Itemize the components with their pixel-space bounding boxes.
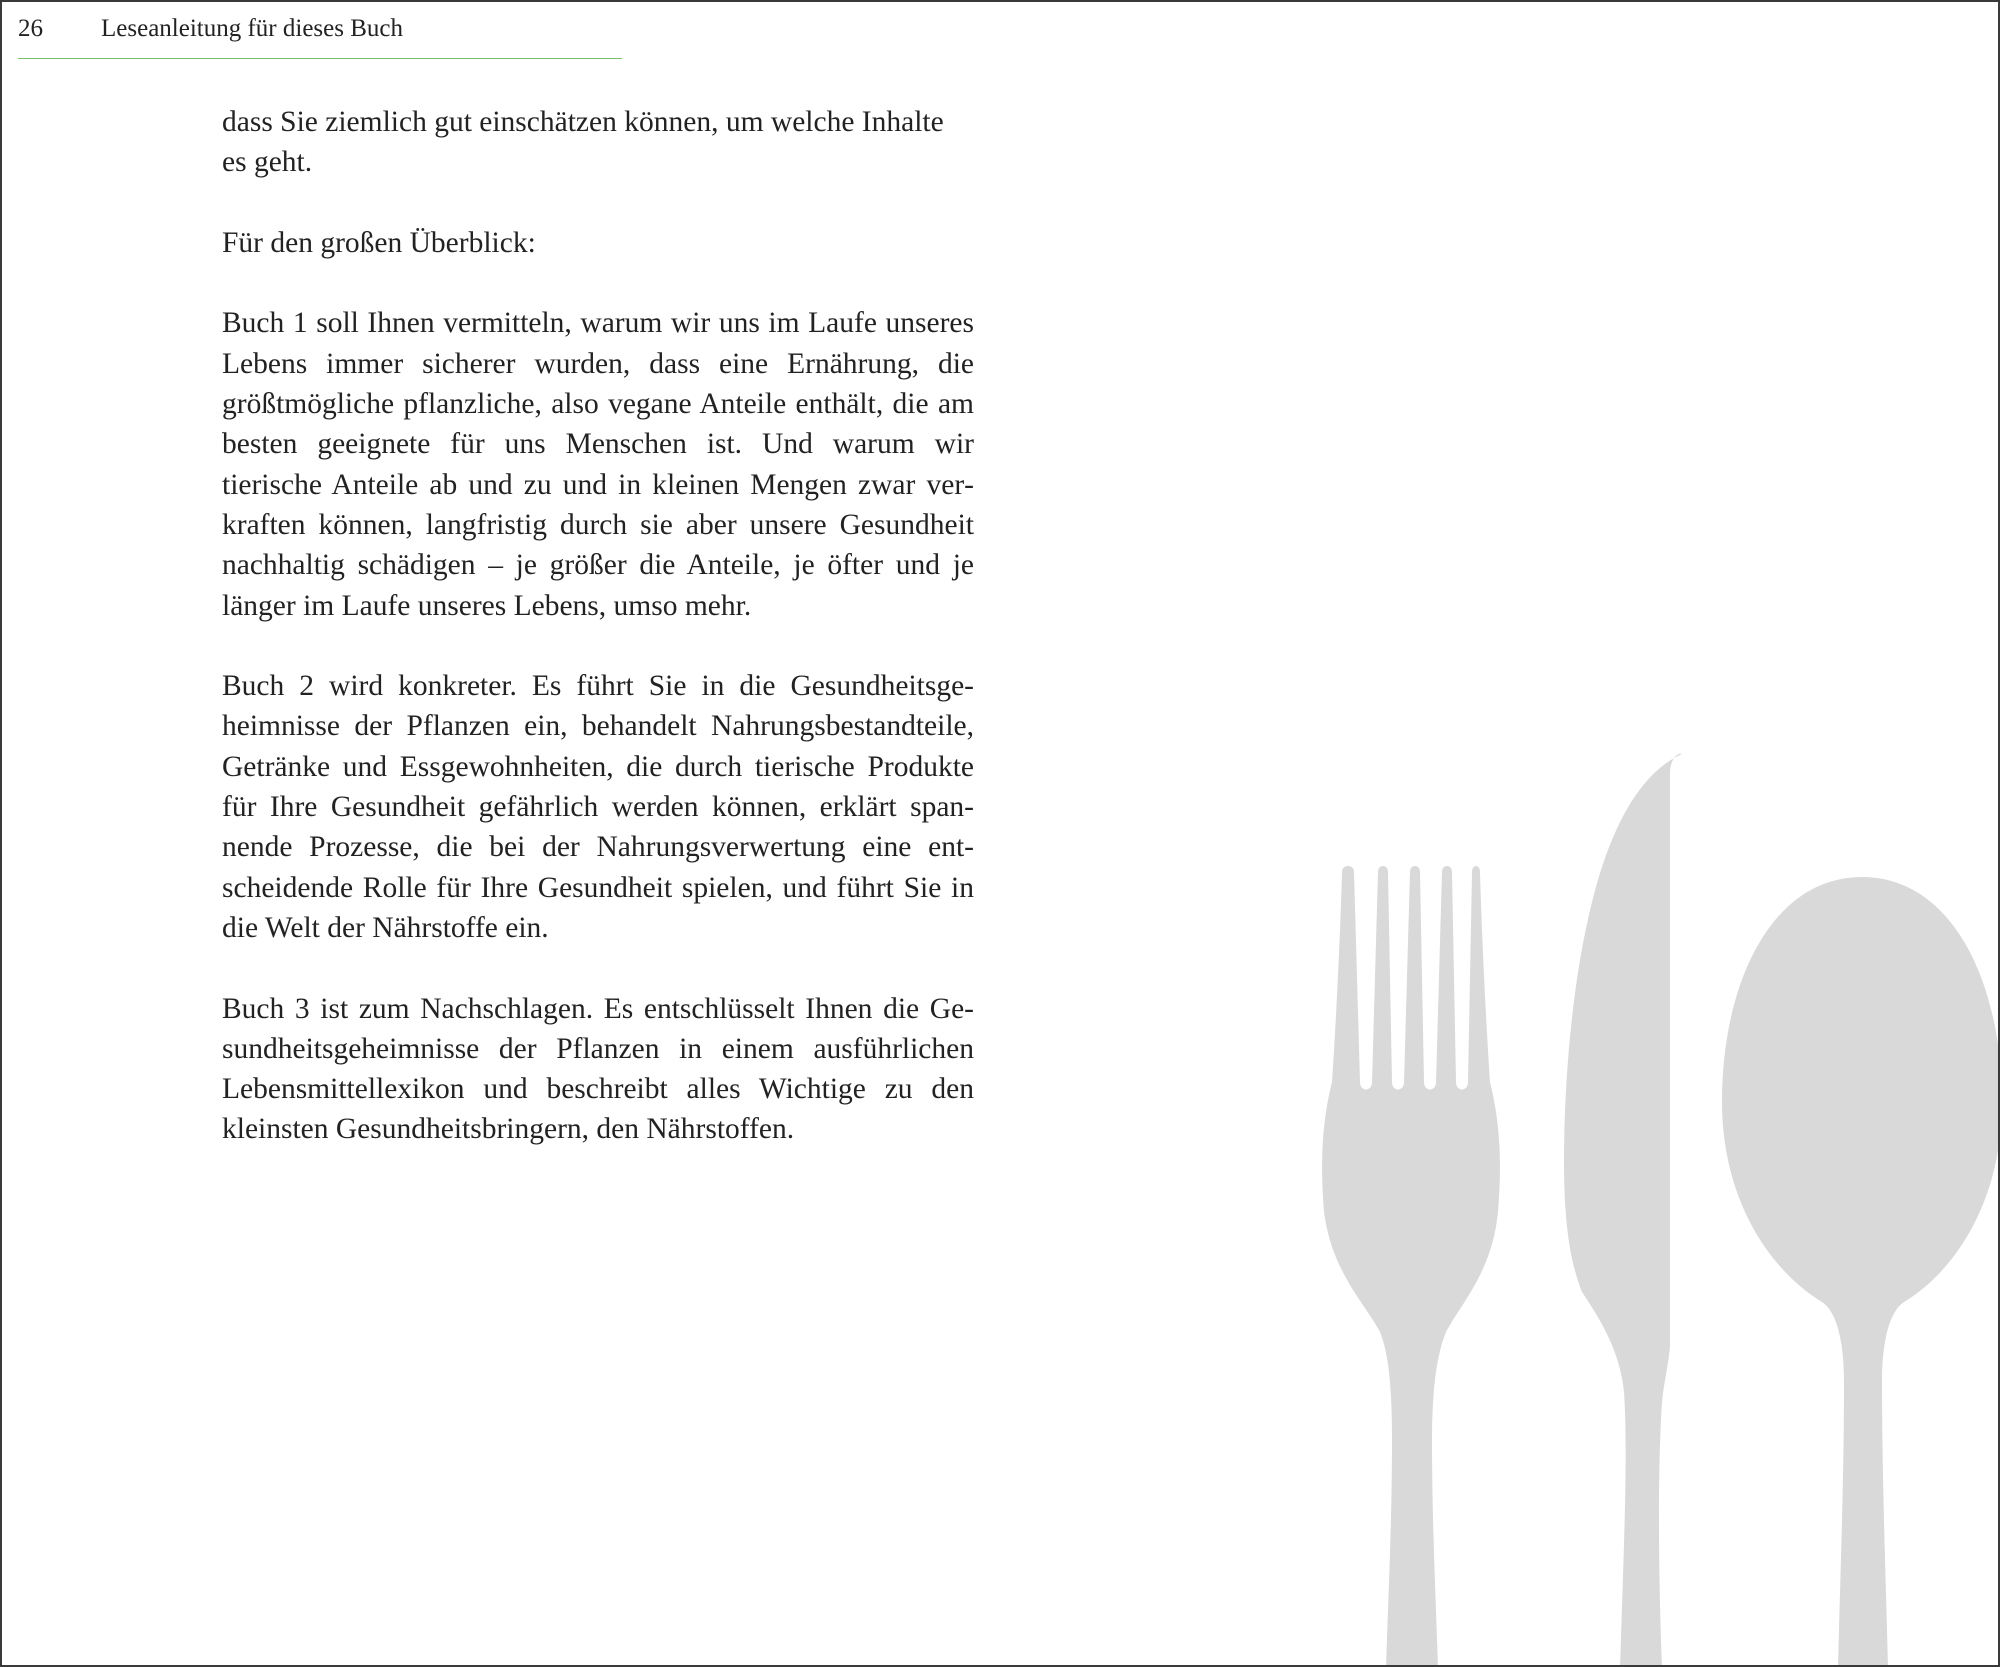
paragraph-overview-heading: Für den großen Überblick: xyxy=(222,226,536,259)
knife-icon xyxy=(1564,754,1682,1667)
spoon-icon xyxy=(1722,877,2000,1667)
running-title: Leseanleitung für dieses Buch xyxy=(101,15,403,42)
body-text xyxy=(222,102,974,1190)
page-number: 26 xyxy=(18,15,43,42)
cutlery-illustration xyxy=(1292,742,2000,1667)
paragraph-intro-continuation: dass Sie ziemlich gut einschätzen können, um welche Inhalte es geht. xyxy=(222,106,944,179)
paragraph-book-1: Buch 1 soll Ihnen vermitteln, warum wir uns im Laufe unseres Lebens immer sicherer wurden, dass eine Ernährung, die größtmögliche pflanzliche, also vegane Anteile enthält, die am besten geeignete für uns Menschen ist. Und warum wir tierische Anteile ab und zu und in kleinen Mengen zwar verkraften können, langfristig durch sie aber unsere Gesundheit nachhaltig schädigen – je größer die Anteile, je öfter und je länger im Laufe unseres Lebens, umso mehr. xyxy=(222,307,974,622)
page-header xyxy=(18,12,622,59)
fork-icon xyxy=(1322,866,1500,1667)
paragraph-book-3: Buch 3 ist zum Nachschlagen. Es entschlüsselt Ihnen die Gesundheitsgeheimnisse der Pflanzen in einem ausführlichen Lebensmittellexikon und beschreibt alles Wichtige zu den kleinsten Gesundheitsbringern, den Nährstoffen. xyxy=(222,992,974,1146)
paragraph-book-2: Buch 2 wird konkreter. Es führt Sie in die Gesundheitsgeheimnisse der Pflanzen ein, behandelt Nahrungsbestandteile, Getränke und Essgewohnheiten, die durch tierische Produkte für Ihre Gesundheit gefährlich werden können, erklärt spannende Prozesse, die bei der Nahrungsverwertung eine entscheidende Rolle für Ihre Gesundheit spielen, und führt Sie in die Welt der Nährstoffe ein. xyxy=(222,670,974,944)
